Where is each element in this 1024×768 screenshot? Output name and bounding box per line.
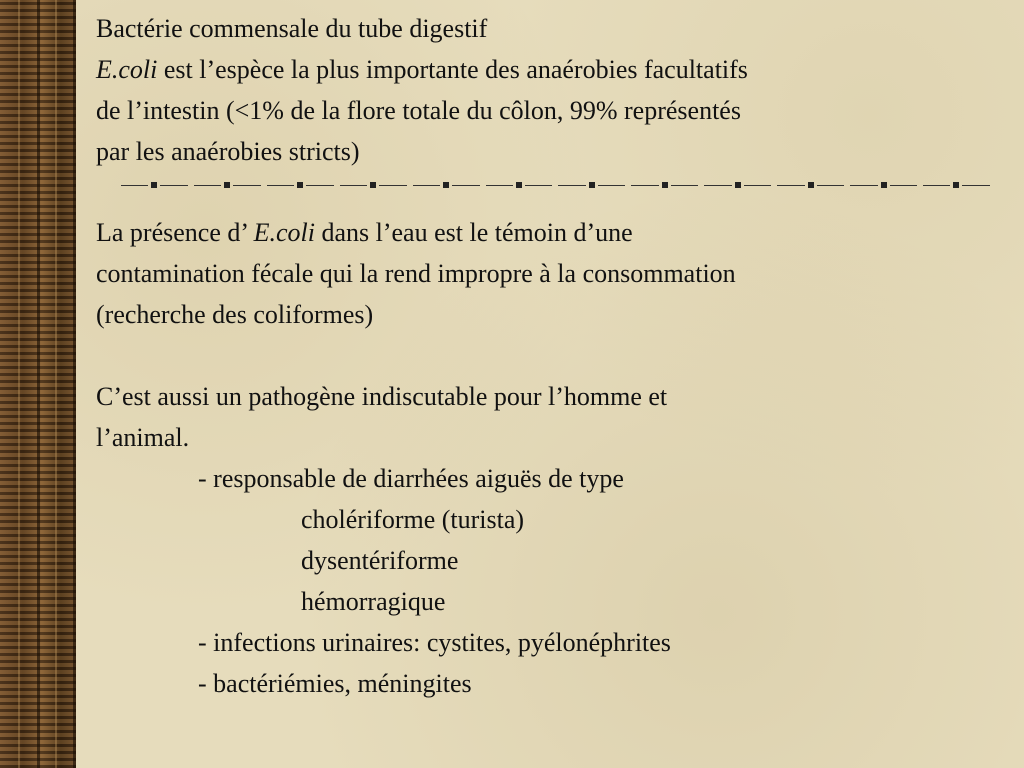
water-line-1-text-2: dans l’eau est le témoin d’une xyxy=(314,218,633,247)
bullet-urinary: - infections urinaires: cystites, pyélonéphrites xyxy=(198,628,671,657)
body-section xyxy=(96,212,1006,704)
intro-line-3: de l’intestin (<1% de la flore totale du côlon, 99% représentés xyxy=(96,96,741,125)
pathogen-line-2: l’animal. xyxy=(96,423,190,452)
divider-dot xyxy=(297,182,303,188)
divider-dot xyxy=(516,182,522,188)
intro-line-2-text: est l’espèce la plus importante des anaérobies facultatifs xyxy=(157,55,748,84)
water-line-3: (recherche des coliformes) xyxy=(96,300,374,329)
bullet-diarrhea: - responsable de diarrhées aiguës de type xyxy=(198,464,624,493)
intro-line-4: par les anaérobies stricts) xyxy=(96,137,360,166)
divider-dot xyxy=(443,182,449,188)
divider-dot xyxy=(370,182,376,188)
divider-dot xyxy=(881,182,887,188)
divider-dot xyxy=(589,182,595,188)
sub-item-dysenteriform: dysentériforme xyxy=(301,546,459,575)
divider-dot xyxy=(662,182,668,188)
sub-item-hemorrhagic: hémorragique xyxy=(301,587,446,616)
side-band-stripe xyxy=(18,0,20,768)
side-band-stripe xyxy=(37,0,40,768)
intro-line-1: Bactérie commensale du tube digestif xyxy=(96,14,488,43)
water-line-2: contamination fécale qui la rend impropre à la consommation xyxy=(96,259,736,288)
side-band-stripe xyxy=(55,0,57,768)
sub-item-choleriform: cholériforme (turista) xyxy=(301,505,525,534)
decorative-side-band xyxy=(0,0,76,768)
divider-dot xyxy=(953,182,959,188)
ecoli-italic: E.coli xyxy=(96,55,158,84)
dotted-divider xyxy=(118,180,993,190)
divider-dot xyxy=(224,182,230,188)
divider-dot xyxy=(151,182,157,188)
water-line-1-text: La présence d’ xyxy=(96,218,254,247)
intro-section xyxy=(96,8,1006,172)
divider-dot xyxy=(808,182,814,188)
ecoli-italic: E.coli xyxy=(253,218,315,247)
pathogen-line-1: C’est aussi un pathogène indiscutable pour l’homme et xyxy=(96,382,668,411)
side-band-stripe xyxy=(73,0,76,768)
bullet-bacteremia: - bactériémies, méningites xyxy=(198,669,472,698)
intro-line-2 xyxy=(96,49,1006,90)
divider-dot xyxy=(735,182,741,188)
water-line-1 xyxy=(96,212,1006,253)
